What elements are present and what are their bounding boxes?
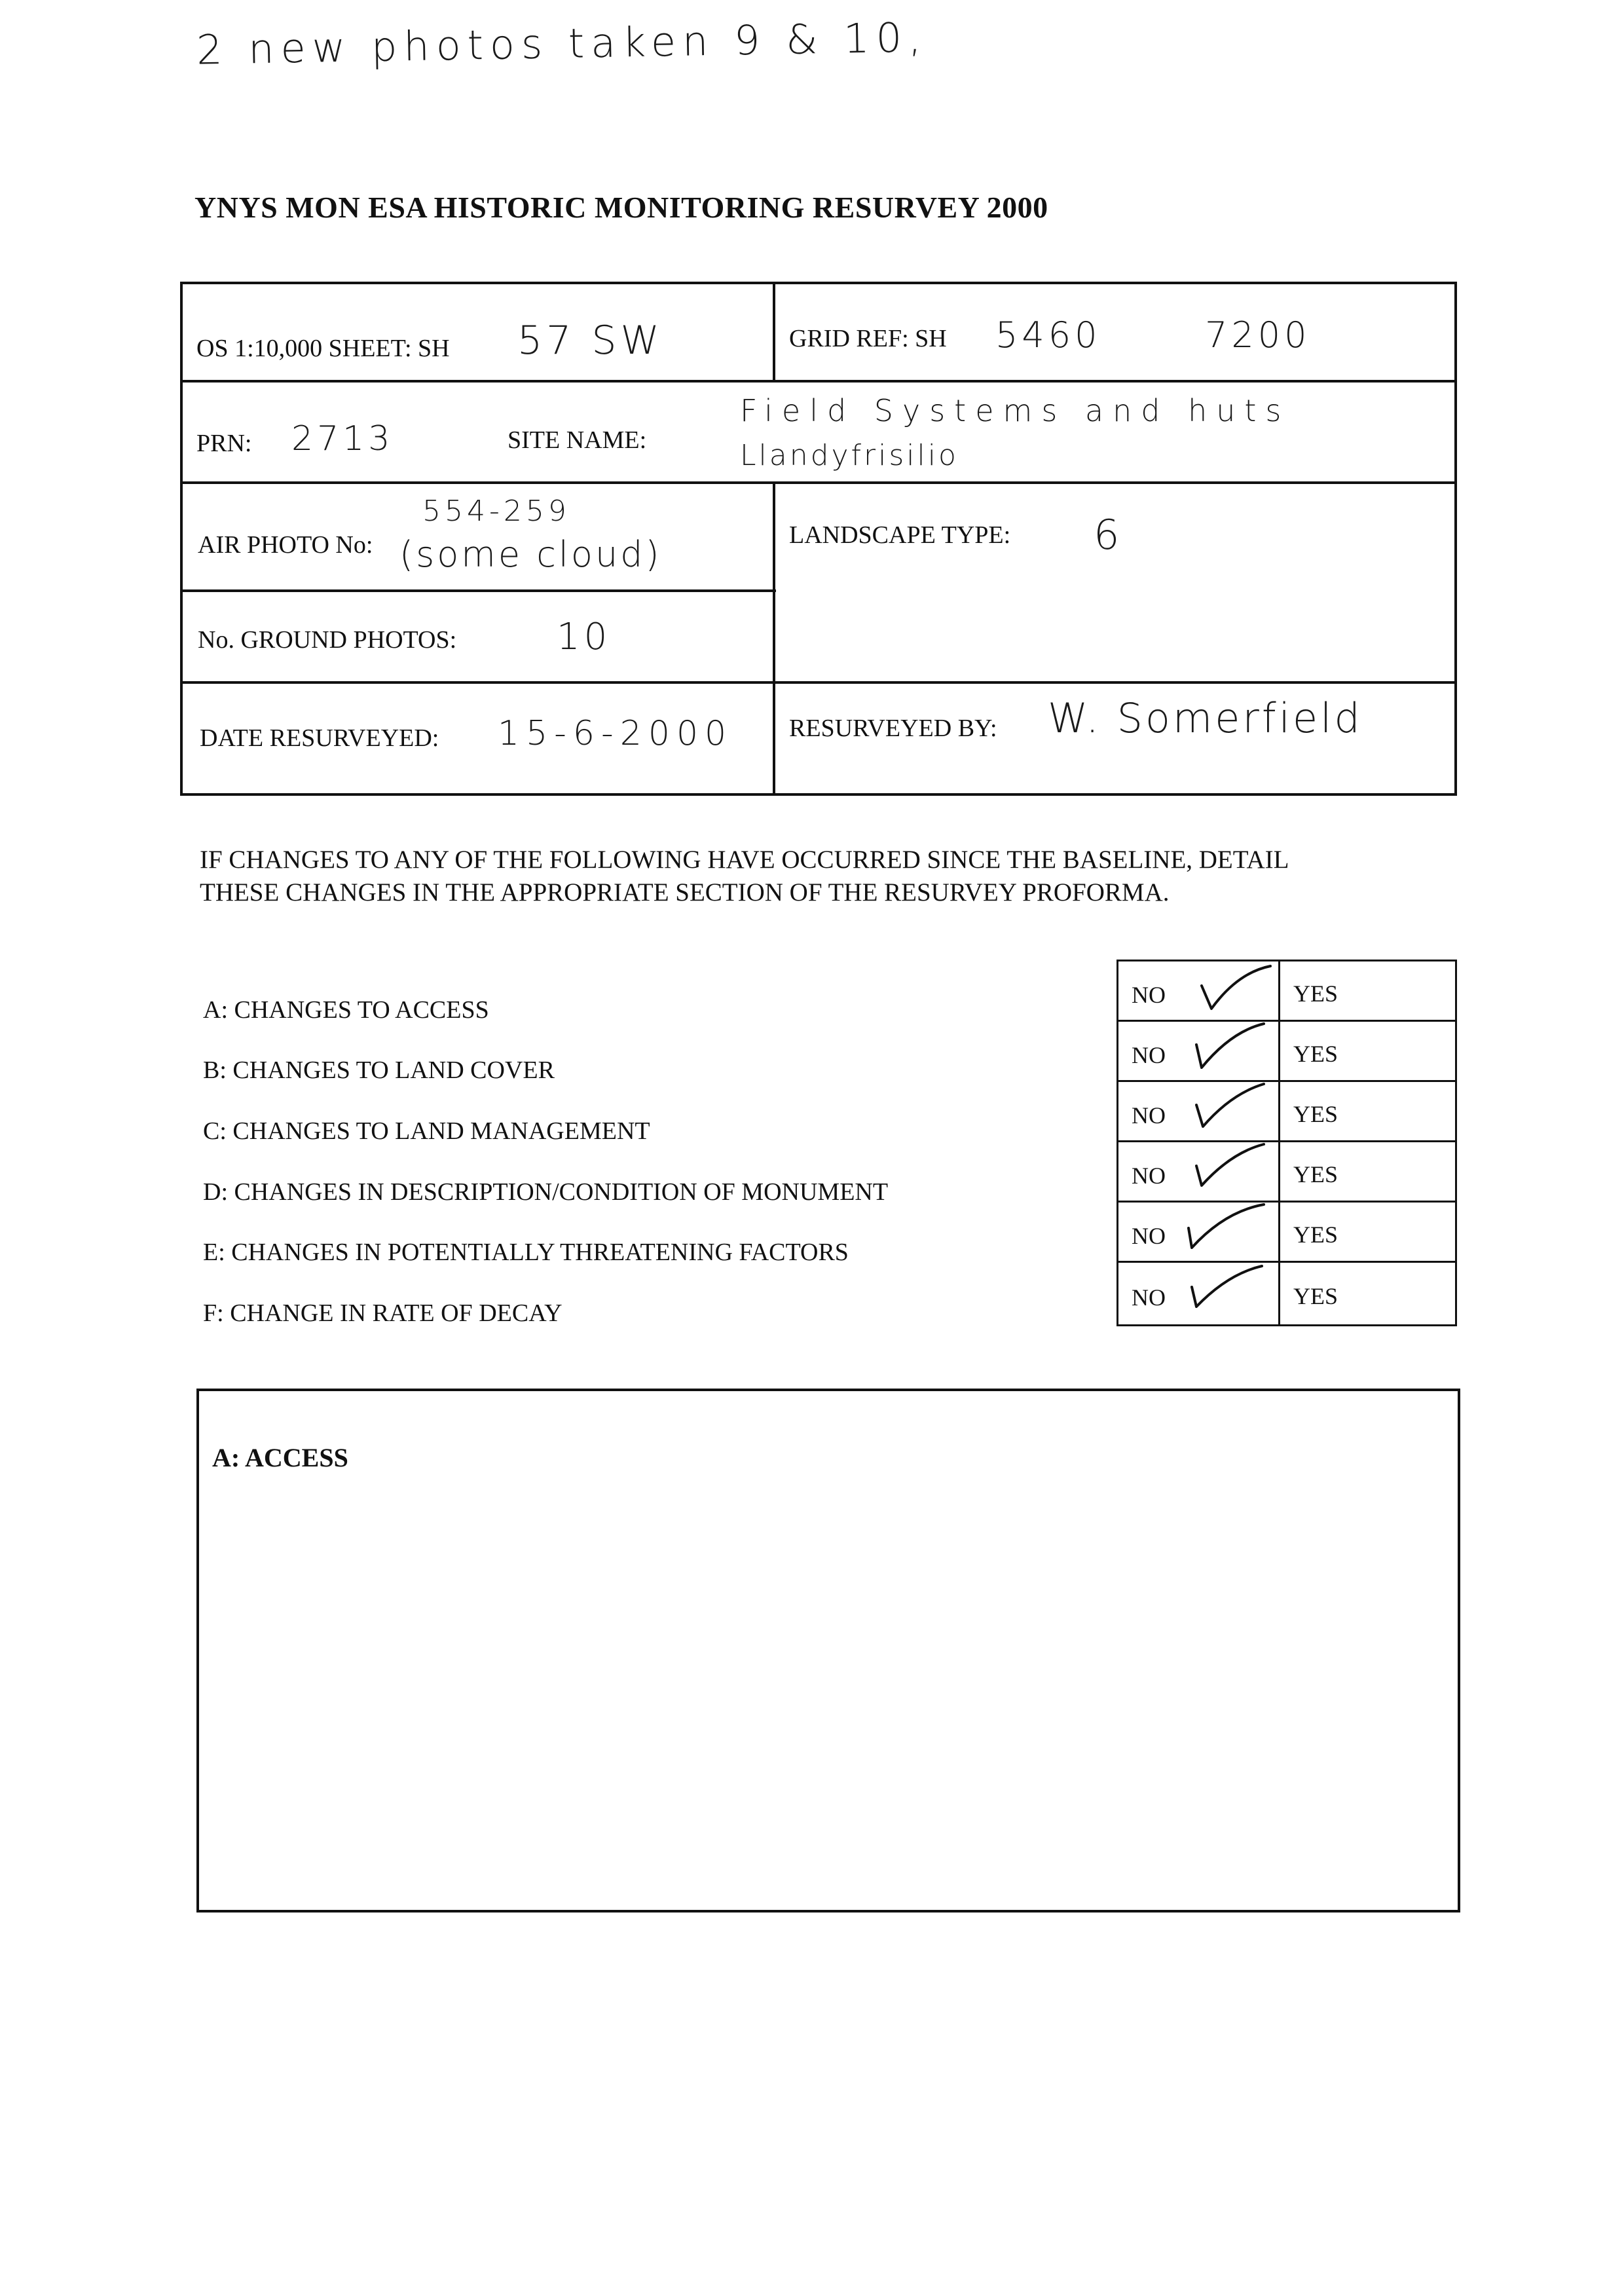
- checklist-item-a-label: A: CHANGES TO ACCESS: [203, 996, 489, 1024]
- no-label: NO: [1132, 1284, 1166, 1311]
- grid-ref-label: GRID REF: SH: [789, 325, 947, 352]
- no-label: NO: [1132, 1223, 1166, 1249]
- resurveyed-by-value: W. Somerfield: [1048, 694, 1363, 742]
- tick-mark-e-icon: [1189, 1204, 1264, 1248]
- yes-label: YES: [1293, 1041, 1338, 1067]
- os-sheet-label: OS 1:10,000 SHEET: SH: [196, 335, 450, 362]
- yes-label: YES: [1293, 1101, 1338, 1127]
- tick-marks: [1116, 960, 1457, 1330]
- page-title: YNYS MON ESA HISTORIC MONITORING RESURVEY 2000: [194, 191, 1048, 224]
- yes-label: YES: [1293, 980, 1338, 1007]
- grid-ref-northing: 7200: [1205, 314, 1311, 356]
- air-photo-value: 554-259: [422, 494, 570, 528]
- os-sheet-value: 57 SW: [517, 318, 663, 364]
- prn-value: 2713: [291, 419, 394, 458]
- landscape-type-value: 6: [1094, 511, 1124, 559]
- no-label: NO: [1132, 1163, 1166, 1189]
- checklist-item-b-label: B: CHANGES TO LAND COVER: [203, 1056, 555, 1084]
- access-body[interactable]: [212, 1489, 1443, 1882]
- handwritten-note: 2 new photos taken 9 & 10,: [196, 13, 929, 74]
- site-name-line2: Llandyfrisilio: [740, 439, 959, 472]
- landscape-type-label: LANDSCAPE TYPE:: [789, 521, 1011, 549]
- resurveyed-by-label: RESURVEYED BY:: [789, 715, 997, 742]
- prn-label: PRN:: [196, 430, 252, 457]
- checkbox-grid: [1116, 960, 1457, 1330]
- checklist-item-d-label: D: CHANGES IN DESCRIPTION/CONDITION OF MONUMENT: [203, 1178, 889, 1206]
- no-label: NO: [1132, 1042, 1166, 1068]
- site-name-line1: Field Systems and huts: [740, 393, 1291, 428]
- ground-photos-value: 10: [557, 616, 612, 658]
- yes-label: YES: [1293, 1222, 1338, 1248]
- ground-photos-label: No. GROUND PHOTOS:: [198, 626, 457, 654]
- air-photo-label: AIR PHOTO No:: [198, 531, 373, 559]
- tick-mark-f-icon: [1192, 1266, 1262, 1307]
- air-photo-note: (some cloud): [399, 534, 662, 575]
- instructions-line2: THESE CHANGES IN THE APPROPRIATE SECTION OF THE RESURVEY PROFORMA.: [200, 878, 1170, 906]
- checklist-item-e-label: E: CHANGES IN POTENTIALLY THREATENING FACTORS: [203, 1239, 849, 1266]
- no-label: NO: [1132, 1102, 1166, 1129]
- tick-mark-d-icon: [1196, 1144, 1264, 1185]
- checklist-item-c-label: C: CHANGES TO LAND MANAGEMENT: [203, 1117, 650, 1145]
- access-section: [196, 1389, 1460, 1912]
- tick-mark-c-icon: [1196, 1084, 1264, 1127]
- tick-mark-b-icon: [1196, 1024, 1264, 1068]
- date-label: DATE RESURVEYED:: [200, 724, 439, 752]
- instructions-line1: IF CHANGES TO ANY OF THE FOLLOWING HAVE OCCURRED SINCE THE BASELINE, DETAIL: [200, 846, 1289, 874]
- no-label: NO: [1132, 982, 1166, 1008]
- yes-label: YES: [1293, 1283, 1338, 1309]
- checklist-item-f-label: F: CHANGE IN RATE OF DECAY: [203, 1299, 563, 1327]
- tick-mark-a-icon: [1202, 966, 1270, 1009]
- grid-ref-easting: 5460: [995, 314, 1101, 356]
- access-heading: A: ACCESS: [212, 1443, 348, 1472]
- yes-label: YES: [1293, 1161, 1338, 1187]
- date-value: 15-6-2000: [498, 714, 733, 753]
- site-name-label: SITE NAME:: [507, 426, 647, 454]
